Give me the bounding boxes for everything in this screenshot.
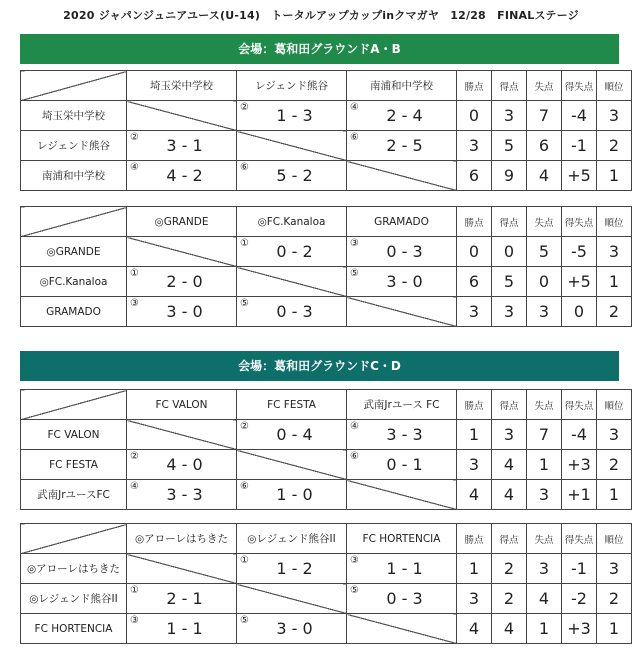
table-row [21, 420, 632, 450]
stat-header: 失点 [527, 524, 562, 554]
match-score: 3 - 1 [166, 136, 203, 155]
match-number: ⑤ [350, 268, 359, 279]
stat-value: 0 [492, 237, 527, 267]
stat-value: 6 [527, 131, 562, 161]
group-table [20, 70, 632, 191]
corner-cell [21, 390, 127, 420]
stat-value: -4 [562, 420, 597, 450]
stat-value: 4 [457, 614, 492, 644]
match-score-cell [347, 131, 457, 161]
stat-value: +1 [562, 480, 597, 510]
stat-value: 0 [562, 297, 597, 327]
stat-value: 2 [492, 554, 527, 584]
self-match-cell [347, 297, 457, 327]
venue-header-ab: 会場：葛和田グラウンドA・B [20, 34, 619, 64]
stat-header: 順位 [597, 390, 632, 420]
match-score: 5 - 2 [276, 166, 313, 185]
match-score: 2 - 4 [386, 106, 423, 125]
self-match-cell [127, 420, 237, 450]
match-score: 1 - 3 [276, 106, 313, 125]
match-score: 0 - 3 [386, 589, 423, 608]
stat-value: 1 [527, 614, 562, 644]
match-number: ① [240, 238, 249, 249]
stat-header: 得点 [492, 390, 527, 420]
match-number: ⑥ [350, 451, 359, 462]
match-score: 0 - 1 [386, 455, 423, 474]
match-score: 0 - 2 [276, 242, 313, 261]
stat-value: 1 [457, 554, 492, 584]
match-score: 3 - 0 [386, 272, 423, 291]
table-row [21, 554, 632, 584]
stat-value: 1 [597, 480, 632, 510]
corner-cell [21, 71, 127, 101]
stat-value: 2 [492, 584, 527, 614]
match-score: 2 - 5 [386, 136, 423, 155]
stat-value: 7 [527, 101, 562, 131]
stat-value: 4 [457, 480, 492, 510]
table-row [21, 584, 632, 614]
group-table [20, 523, 632, 644]
stat-value: +5 [562, 267, 597, 297]
stat-header: 勝点 [457, 71, 492, 101]
stat-value: 4 [492, 450, 527, 480]
table-row [21, 297, 632, 327]
column-team-header: 南浦和中学校 [347, 71, 457, 101]
group-table [20, 206, 632, 327]
match-score: 3 - 0 [276, 619, 313, 638]
row-team-name: FC FESTA [21, 450, 127, 480]
match-score-cell [127, 450, 237, 480]
table-header-row [21, 71, 632, 101]
row-team-name: ◎アローレはちきた [21, 554, 127, 584]
match-score: 2 - 0 [166, 272, 203, 291]
stat-value: 7 [527, 420, 562, 450]
match-number: ⑤ [350, 585, 359, 596]
match-number: ⑥ [350, 132, 359, 143]
match-number: ② [240, 421, 249, 432]
self-match-cell [237, 584, 347, 614]
match-score-cell [237, 554, 347, 584]
stat-value: 0 [457, 237, 492, 267]
match-number: ⑥ [240, 481, 249, 492]
self-match-cell [127, 237, 237, 267]
row-team-name: 埼玉栄中学校 [21, 101, 127, 131]
stat-value: 3 [457, 297, 492, 327]
match-score-cell [347, 450, 457, 480]
match-number: ② [130, 132, 139, 143]
column-team-header: FC FESTA [237, 390, 347, 420]
table-row [21, 267, 632, 297]
match-score: 1 - 2 [276, 559, 313, 578]
match-number: ① [130, 268, 139, 279]
match-score-cell [237, 614, 347, 644]
match-number: ② [240, 102, 249, 113]
match-number: ④ [130, 162, 139, 173]
row-team-name: GRAMADO [21, 297, 127, 327]
table-row [21, 131, 632, 161]
group-table [20, 389, 632, 510]
column-team-header: レジェンド熊谷 [237, 71, 347, 101]
column-team-header: ◎レジェンド熊谷II [237, 524, 347, 554]
match-score: 4 - 0 [166, 455, 203, 474]
stat-value: 6 [457, 267, 492, 297]
stat-value: 2 [597, 297, 632, 327]
stat-value: 2 [597, 450, 632, 480]
stat-header: 得失点 [562, 524, 597, 554]
table-row [21, 614, 632, 644]
match-number: ⑤ [240, 298, 249, 309]
stat-value: 3 [492, 420, 527, 450]
column-team-header: GRAMADO [347, 207, 457, 237]
stat-header: 勝点 [457, 207, 492, 237]
stat-value: 3 [492, 101, 527, 131]
table-header-row [21, 390, 632, 420]
match-score-cell [347, 101, 457, 131]
match-score-cell [347, 267, 457, 297]
table-row [21, 101, 632, 131]
match-score-cell [237, 161, 347, 191]
match-score-cell [237, 480, 347, 510]
stat-value: 3 [527, 297, 562, 327]
column-team-header: ◎アローレはちきた [127, 524, 237, 554]
stat-header: 勝点 [457, 524, 492, 554]
venue-header-cd: 会場：葛和田グラウンドC・D [20, 351, 619, 381]
stat-header: 順位 [597, 71, 632, 101]
match-number: ③ [130, 615, 139, 626]
stat-value: 4 [492, 480, 527, 510]
row-team-name: FC HORTENCIA [21, 614, 127, 644]
stat-value: 6 [457, 161, 492, 191]
stat-value: 3 [597, 237, 632, 267]
stat-value: 5 [527, 237, 562, 267]
stat-header: 勝点 [457, 390, 492, 420]
row-team-name: ◎レジェンド熊谷II [21, 584, 127, 614]
match-score-cell [347, 420, 457, 450]
stat-header: 得点 [492, 524, 527, 554]
match-number: ④ [350, 421, 359, 432]
row-team-name: 武南JrユースFC [21, 480, 127, 510]
stat-value: +3 [562, 614, 597, 644]
row-team-name: 南浦和中学校 [21, 161, 127, 191]
column-team-header: ◎FC.Kanaloa [237, 207, 347, 237]
match-score-cell [127, 161, 237, 191]
match-score-cell [347, 584, 457, 614]
column-team-header: 埼玉栄中学校 [127, 71, 237, 101]
column-team-header: ◎GRANDE [127, 207, 237, 237]
match-score: 3 - 0 [166, 302, 203, 321]
column-team-header: FC VALON [127, 390, 237, 420]
stat-value: 3 [457, 584, 492, 614]
stat-value: 4 [527, 584, 562, 614]
stat-value: 3 [527, 480, 562, 510]
match-score-cell [237, 297, 347, 327]
row-team-name: ◎FC.Kanaloa [21, 267, 127, 297]
stat-value: 5 [492, 267, 527, 297]
match-score: 1 - 1 [386, 559, 423, 578]
self-match-cell [347, 161, 457, 191]
match-score-cell [127, 267, 237, 297]
stat-value: 3 [597, 101, 632, 131]
match-score: 1 - 0 [276, 485, 313, 504]
match-score: 0 - 3 [386, 242, 423, 261]
table-row [21, 161, 632, 191]
stat-header: 失点 [527, 390, 562, 420]
stat-value: 1 [597, 614, 632, 644]
stat-value: -4 [562, 101, 597, 131]
self-match-cell [237, 131, 347, 161]
corner-cell [21, 207, 127, 237]
stat-header: 得失点 [562, 390, 597, 420]
stat-value: -1 [562, 131, 597, 161]
stat-value: 3 [457, 131, 492, 161]
stat-value: 4 [492, 614, 527, 644]
match-score-cell [127, 614, 237, 644]
stat-value: -2 [562, 584, 597, 614]
self-match-cell [347, 480, 457, 510]
match-score-cell [237, 101, 347, 131]
stat-header: 得点 [492, 207, 527, 237]
match-score: 3 - 3 [166, 485, 203, 504]
stat-value: 1 [597, 267, 632, 297]
match-score-cell [127, 480, 237, 510]
match-score-cell [127, 297, 237, 327]
stat-value: 4 [527, 161, 562, 191]
table-header-row [21, 524, 632, 554]
match-number: ④ [350, 102, 359, 113]
match-number: ② [130, 451, 139, 462]
table-row [21, 237, 632, 267]
stat-value: 0 [527, 267, 562, 297]
stat-value: 1 [457, 420, 492, 450]
table-row [21, 480, 632, 510]
match-number: ⑥ [240, 162, 249, 173]
match-score: 0 - 3 [276, 302, 313, 321]
stat-header: 得失点 [562, 207, 597, 237]
stat-value: 2 [597, 131, 632, 161]
page-title: 2020 ジャパンジュニアユース(U-14) トータルアップカップinクマガヤ 12/28 FINALステージ [63, 9, 579, 22]
stat-header: 得点 [492, 71, 527, 101]
match-number: ① [130, 585, 139, 596]
match-score: 0 - 4 [276, 425, 313, 444]
column-team-header: FC HORTENCIA [347, 524, 457, 554]
row-team-name: ◎GRANDE [21, 237, 127, 267]
stat-header: 失点 [527, 71, 562, 101]
stat-value: 3 [492, 297, 527, 327]
stat-value: 3 [527, 554, 562, 584]
table-header-row [21, 207, 632, 237]
stat-value: 3 [597, 420, 632, 450]
stat-header: 順位 [597, 207, 632, 237]
stat-value: 5 [492, 131, 527, 161]
stat-value: 9 [492, 161, 527, 191]
stat-header: 失点 [527, 207, 562, 237]
self-match-cell [127, 101, 237, 131]
match-score: 2 - 1 [166, 589, 203, 608]
stat-value: 3 [597, 554, 632, 584]
stat-value: 3 [457, 450, 492, 480]
stat-value: 1 [527, 450, 562, 480]
stat-value: 2 [597, 584, 632, 614]
corner-cell [21, 524, 127, 554]
stat-value: -5 [562, 237, 597, 267]
match-number: ① [240, 555, 249, 566]
stat-header: 順位 [597, 524, 632, 554]
match-number: ④ [130, 481, 139, 492]
match-score-cell [347, 554, 457, 584]
row-team-name: レジェンド熊谷 [21, 131, 127, 161]
table-row [21, 450, 632, 480]
stat-value: 0 [457, 101, 492, 131]
match-score-cell [237, 237, 347, 267]
self-match-cell [237, 450, 347, 480]
match-number: ③ [130, 298, 139, 309]
self-match-cell [127, 554, 237, 584]
stat-header: 得失点 [562, 71, 597, 101]
match-score: 1 - 1 [166, 619, 203, 638]
self-match-cell [347, 614, 457, 644]
match-number: ③ [350, 238, 359, 249]
match-score-cell [237, 420, 347, 450]
match-score-cell [127, 131, 237, 161]
stat-value: -1 [562, 554, 597, 584]
match-score-cell [347, 237, 457, 267]
self-match-cell [237, 267, 347, 297]
stat-value: +5 [562, 161, 597, 191]
stat-value: +3 [562, 450, 597, 480]
match-score: 3 - 3 [386, 425, 423, 444]
row-team-name: FC VALON [21, 420, 127, 450]
match-number: ⑤ [240, 615, 249, 626]
stat-value: 1 [597, 161, 632, 191]
column-team-header: 武南Jrユース FC [347, 390, 457, 420]
match-score-cell [127, 584, 237, 614]
match-number: ③ [350, 555, 359, 566]
match-score: 4 - 2 [166, 166, 203, 185]
